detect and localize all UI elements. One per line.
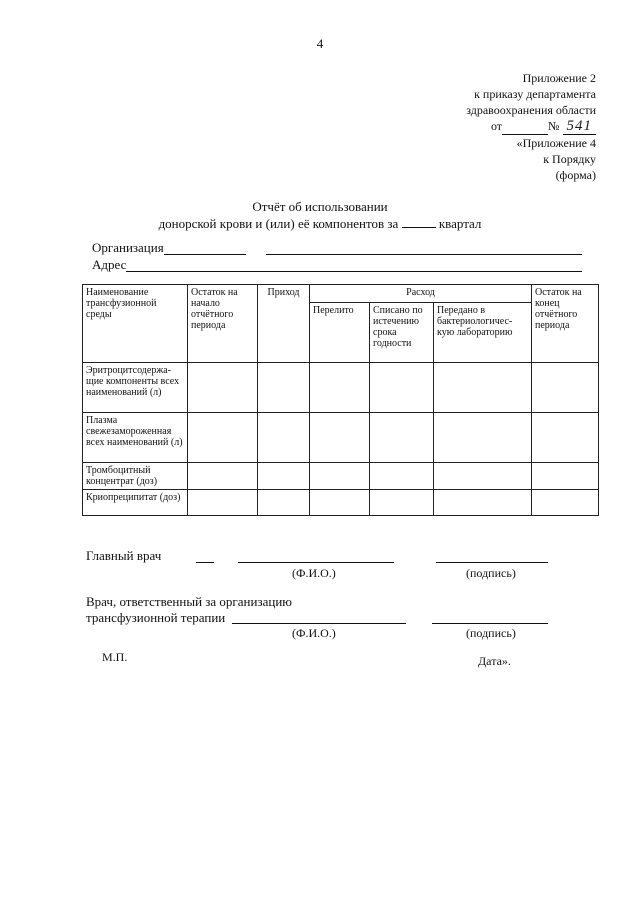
row-label: Тромбоцитный концентрат (доз) bbox=[83, 463, 188, 490]
table-row bbox=[83, 490, 599, 516]
table-row bbox=[83, 463, 599, 490]
chief-doctor-short-line[interactable] bbox=[196, 562, 214, 563]
handwritten-date bbox=[502, 118, 548, 135]
header-transfused: Перелито bbox=[310, 303, 370, 363]
table-cell[interactable] bbox=[258, 490, 310, 516]
table-row bbox=[83, 413, 599, 463]
table-cell[interactable] bbox=[434, 363, 532, 413]
table-cell[interactable] bbox=[258, 463, 310, 490]
date-label: Дата». bbox=[478, 654, 511, 668]
table-cell[interactable] bbox=[370, 413, 434, 463]
order-date-number bbox=[491, 118, 596, 135]
number-sign: № bbox=[548, 119, 560, 133]
appendix-line-3: здравоохранения области bbox=[466, 103, 596, 117]
table-cell[interactable] bbox=[188, 413, 258, 463]
page-number: 4 bbox=[316, 36, 324, 51]
report-table bbox=[82, 284, 599, 516]
handwritten-number: 541 bbox=[563, 118, 597, 135]
responsible-doctor-fio-caption: (Ф.И.О.) bbox=[292, 626, 336, 640]
table-cell[interactable] bbox=[434, 463, 532, 490]
table-cell[interactable] bbox=[310, 490, 370, 516]
table-cell[interactable] bbox=[532, 363, 599, 413]
table-cell[interactable] bbox=[188, 463, 258, 490]
title-line-1: Отчёт об использовании bbox=[252, 199, 388, 214]
responsible-doctor-signature-caption: (подпись) bbox=[466, 626, 516, 640]
header-start-balance: Остаток на начало отчётного периода bbox=[188, 285, 258, 363]
organization-row bbox=[92, 240, 164, 256]
chief-doctor-signature-line[interactable] bbox=[436, 562, 548, 563]
appendix-line-1: Приложение 2 bbox=[522, 71, 596, 85]
responsible-doctor-label-2: трансфузионной терапии bbox=[86, 610, 226, 625]
table-cell[interactable] bbox=[258, 413, 310, 463]
address-label: Адрес bbox=[92, 257, 127, 272]
appendix-line-7: (форма) bbox=[555, 168, 596, 182]
table-cell[interactable] bbox=[310, 413, 370, 463]
chief-doctor-fio-caption: (Ф.И.О.) bbox=[292, 566, 336, 580]
quarter-blank[interactable] bbox=[402, 227, 436, 228]
address-row bbox=[92, 257, 126, 273]
appendix-header bbox=[466, 70, 596, 183]
organization-label: Организация bbox=[92, 240, 164, 255]
appendix-line-5: «Приложение 4 bbox=[516, 136, 596, 150]
chief-doctor-fio-line[interactable] bbox=[238, 562, 394, 563]
table-cell[interactable] bbox=[434, 413, 532, 463]
header-written-off: Списано по истечению срока годности bbox=[370, 303, 434, 363]
responsible-doctor-signature-line[interactable] bbox=[432, 623, 548, 624]
table-cell[interactable] bbox=[310, 363, 370, 413]
chief-doctor-label: Главный врач bbox=[86, 548, 162, 563]
date-prefix: от bbox=[490, 119, 503, 133]
table-cell[interactable] bbox=[188, 363, 258, 413]
table-cell[interactable] bbox=[370, 490, 434, 516]
header-expense: Расход bbox=[310, 285, 532, 303]
table-cell[interactable] bbox=[434, 490, 532, 516]
row-label: Эритроцитсодержа-щие компоненты всех наименований (л) bbox=[83, 363, 188, 413]
header-medium: Наименование трансфузионной среды bbox=[83, 285, 188, 363]
title-line-2: донорской крови и (или) её компонентов за квартал bbox=[158, 216, 482, 231]
table-cell[interactable] bbox=[258, 363, 310, 413]
organization-field-part1[interactable] bbox=[164, 254, 246, 255]
appendix-line-2: к приказу департамента bbox=[474, 87, 596, 101]
report-title bbox=[0, 198, 640, 232]
organization-field-part2[interactable] bbox=[266, 254, 582, 255]
responsible-doctor-label-1: Врач, ответственный за организацию bbox=[86, 594, 292, 609]
table-cell[interactable] bbox=[370, 463, 434, 490]
table-cell[interactable] bbox=[370, 363, 434, 413]
chief-doctor-signature-caption: (подпись) bbox=[466, 566, 516, 580]
table-cell[interactable] bbox=[532, 413, 599, 463]
table-cell[interactable] bbox=[188, 490, 258, 516]
header-income: Приход bbox=[258, 285, 310, 363]
responsible-doctor-fio-line[interactable] bbox=[232, 623, 406, 624]
table-row bbox=[83, 363, 599, 413]
header-transferred: Передано в бактериологичес-кую лабораторию bbox=[434, 303, 532, 363]
appendix-line-6: к Порядку bbox=[543, 152, 596, 166]
stamp-label: М.П. bbox=[102, 650, 128, 664]
table-cell[interactable] bbox=[310, 463, 370, 490]
header-end-balance: Остаток на конец отчётного периода bbox=[532, 285, 599, 363]
row-label: Плазма свежезамороженная всех наименований (л) bbox=[83, 413, 188, 463]
address-field[interactable] bbox=[126, 271, 582, 272]
table-cell[interactable] bbox=[532, 490, 599, 516]
table-cell[interactable] bbox=[532, 463, 599, 490]
row-label: Криопреципитат (доз) bbox=[83, 490, 188, 516]
